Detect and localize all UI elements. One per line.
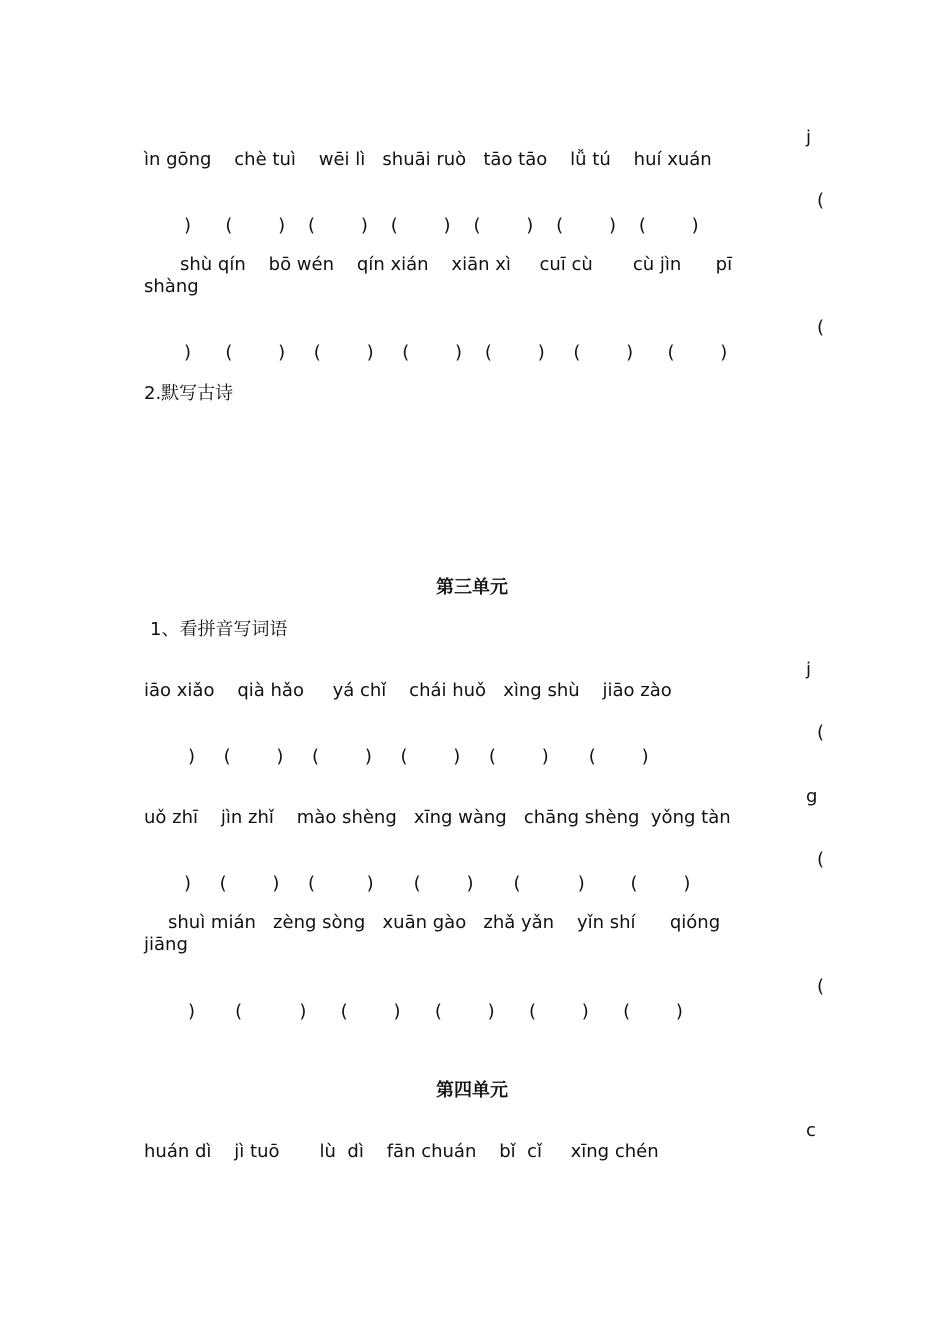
- pinyin-wrap: jiāng: [144, 934, 188, 955]
- pinyin-row: uǒ zhī jìn zhǐ mào shèng xīng wàng chāng shèng yǒng tàn: [144, 807, 731, 828]
- answer-blanks-row: ) ( ) ( ) ( ) ( ) ( ): [184, 873, 691, 894]
- pinyin-row: ìn gōng chè tuì wēi lì shuāi ruò tāo tāo lǚ tú huí xuán: [144, 149, 712, 170]
- answer-blanks-row: ) ( ) ( ) ( ) ( ) ( ) ( ): [184, 215, 699, 236]
- overflow-letter: j: [806, 659, 812, 680]
- overflow-paren: (: [817, 976, 825, 997]
- pinyin-row: shù qín bō wén qín xián xiān xì cuī cù cù jìn pī: [180, 254, 733, 275]
- overflow-paren: (: [817, 317, 825, 338]
- answer-blanks-row: ) ( ) ( ) ( ) ( ) ( ): [188, 1001, 683, 1022]
- answer-blanks-row: ) ( ) ( ) ( ) ( ) ( ): [188, 746, 649, 767]
- unit-title: 第四单元: [436, 1080, 508, 1101]
- overflow-letter: c: [806, 1120, 816, 1141]
- unit-title: 第三单元: [436, 577, 508, 598]
- overflow-letter: j: [806, 127, 812, 148]
- overflow-paren: (: [817, 849, 825, 870]
- overflow-paren: (: [817, 190, 825, 211]
- pinyin-row: iāo xiǎo qià hǎo yá chǐ chái huǒ xìng shù jiāo zào: [144, 680, 672, 701]
- pinyin-row: shuì mián zèng sòng xuān gào zhǎ yǎn yǐn shí qióng: [168, 912, 721, 933]
- answer-blanks-row: ) ( ) ( ) ( ) ( ) ( ) ( ): [184, 342, 728, 363]
- task-heading: 1、看拼音写词语: [150, 619, 288, 640]
- pinyin-wrap: shàng: [144, 276, 199, 297]
- overflow-letter: g: [806, 786, 818, 807]
- pinyin-row: huán dì jì tuō lù dì fān chuán bǐ cǐ xīng chén: [144, 1141, 659, 1162]
- overflow-paren: (: [817, 722, 825, 743]
- task-heading: 2.默写古诗: [144, 383, 234, 404]
